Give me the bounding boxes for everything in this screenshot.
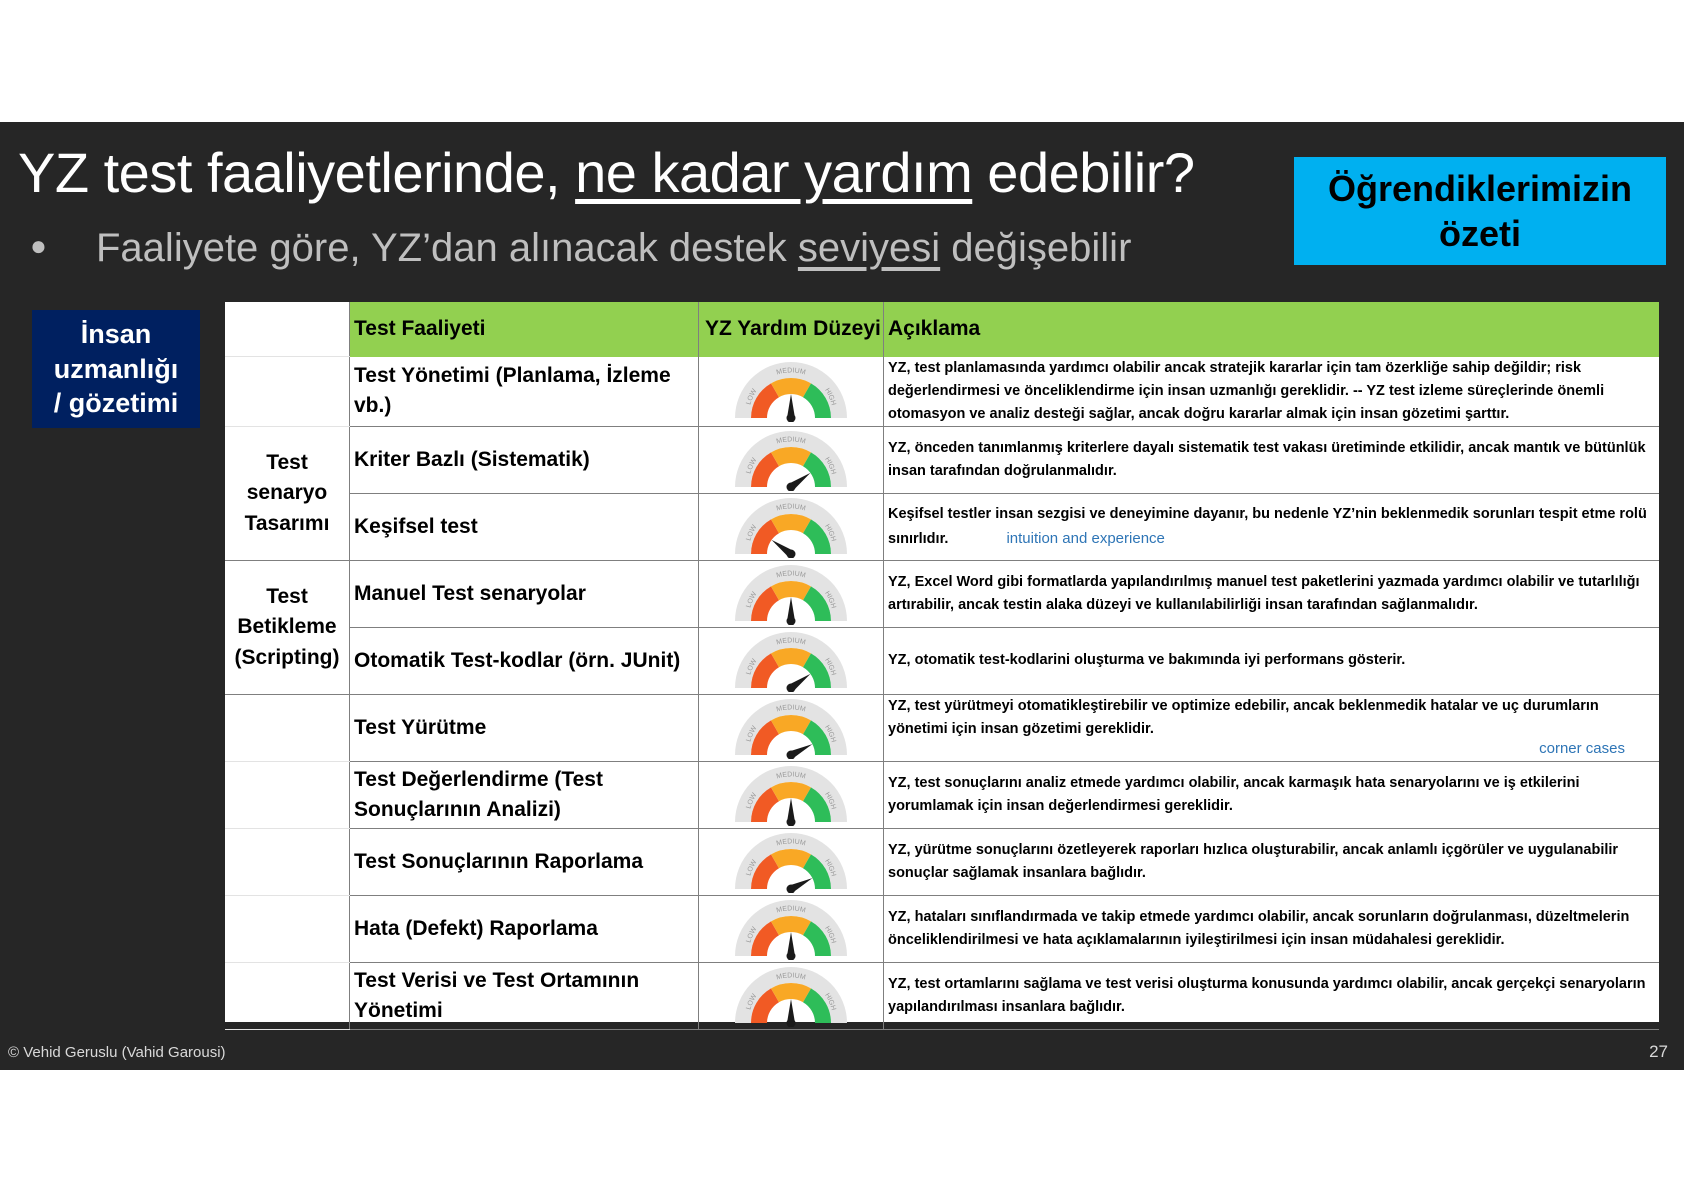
slide-subtitle: ● Faaliyete göre, YZ’dan alınacak destek seviyesi değişebilir xyxy=(30,226,1132,270)
level-cell xyxy=(699,628,884,695)
gauge-label-high: HIGH xyxy=(823,387,837,407)
description-cell xyxy=(884,427,1660,494)
level-cell xyxy=(699,357,884,427)
gauge-label-low: LOW xyxy=(745,388,759,406)
group-cell-empty xyxy=(225,829,350,896)
activity-cell: Otomatik Test-kodlar (örn. JUnit) xyxy=(350,628,699,695)
gauge-label-high: HIGH xyxy=(823,657,837,677)
gauge-label-medium: MEDIUM xyxy=(775,972,807,982)
gauge-label-high: HIGH xyxy=(823,523,837,543)
gauge-label-medium: MEDIUM xyxy=(775,637,807,647)
gauge-label-high: HIGH xyxy=(823,992,837,1012)
description-cell xyxy=(884,494,1660,561)
header-activity: Test Faaliyeti xyxy=(350,302,699,357)
gauge-label-low: LOW xyxy=(745,590,759,609)
assistance-gauge xyxy=(731,831,851,893)
assistance-gauge xyxy=(731,496,851,558)
gauge-label-low: LOW xyxy=(745,523,759,542)
slide xyxy=(0,122,1684,1070)
level-cell xyxy=(699,896,884,963)
table-row xyxy=(225,628,1659,695)
gauge-label-medium: MEDIUM xyxy=(775,905,807,915)
group-cell-scripting: Test Betikleme (Scripting) xyxy=(225,561,350,695)
gauge-label-high: HIGH xyxy=(823,925,837,945)
gauge-label-medium: MEDIUM xyxy=(775,771,807,781)
activity-cell: Hata (Defekt) Raporlama xyxy=(350,896,699,963)
gauge-label-low: LOW xyxy=(745,456,759,475)
gauge-label-low: LOW xyxy=(745,792,759,810)
gauge-label-medium: MEDIUM xyxy=(775,436,807,446)
table-row xyxy=(225,561,1659,628)
gauge-label-high: HIGH xyxy=(823,724,837,744)
description-text: YZ, otomatik test-kodlarini oluşturma ve bakımında iyi performans gösterir. xyxy=(888,652,1406,669)
assistance-gauge xyxy=(731,563,851,625)
description-text: YZ, test sonuçlarını analiz etmede yardımcı olabilir, ancak karmaşık hata senaryolarını ve iş etkilerini yorumlamak için insan değerlendirmesi gereklidir. xyxy=(888,775,1580,815)
handwritten-note: intuition and experience xyxy=(1006,529,1165,547)
assistance-gauge xyxy=(731,360,851,422)
description-cell xyxy=(884,561,1660,628)
group-cell-empty xyxy=(225,695,350,762)
table-row xyxy=(225,896,1659,963)
assistance-gauge xyxy=(731,965,851,1027)
gauge-label-medium: MEDIUM xyxy=(775,367,807,377)
assistance-gauge xyxy=(731,898,851,960)
gauge-label-high: HIGH xyxy=(823,791,837,811)
group-cell-empty xyxy=(225,963,350,1030)
group-cell-empty xyxy=(225,896,350,963)
table-row xyxy=(225,494,1659,561)
description-cell xyxy=(884,829,1660,896)
gauge-label-medium: MEDIUM xyxy=(775,704,807,714)
level-cell xyxy=(699,427,884,494)
description-text: YZ, hataları sınıflandırmada ve takip etmede yardımcı olabilir, ancak sorunların doğrulanması, düzeltmelerin önceliklendirilmesi ve hata açıklamalarının iyileştirilmesi için insan müdahalesi gereklidir. xyxy=(888,909,1630,949)
description-cell xyxy=(884,963,1660,1030)
page-number: 27 xyxy=(1649,1042,1668,1061)
description-text: YZ, test planlamasında yardımcı olabilir ancak stratejik kararlar için tam özerkliğe sahip değildir; risk değerlendirmesi ve önceliklendirme için insan uzmanlığı gereklidir. -- YZ test izleme süreçlerinde önemli otomasyon ve analiz desteği sağlar, ancak doğru kararlar almak için insan gözetimi şarttır. xyxy=(888,359,1605,422)
gauge-label-low: LOW xyxy=(745,859,759,877)
description-cell xyxy=(884,695,1660,762)
slide-title: YZ test faaliyetlerinde, ne kadar yardım edebilir? xyxy=(18,141,1195,204)
group-cell-empty xyxy=(225,762,350,829)
activity-cell: Test Yönetimi (Planlama, İzleme vb.) xyxy=(350,357,699,427)
description-text: YZ, yürütme sonuçlarını özetleyerek raporları hızlıca oluşturabilir, ancak anlamlı içgörüler ve uygulanabilir sonuçlar sağlamak insanlara bağlıdır. xyxy=(888,842,1619,882)
gauge-label-medium: MEDIUM xyxy=(775,570,807,580)
gauge-label-low: LOW xyxy=(745,657,759,676)
description-text: YZ, Excel Word gibi formatlarda yapılandırılmış manuel test paketlerini yazmada yardımcı olabilir ve tutarlılığı artırabilir, ancak testin alaka düzeyi ve kullanılabilirliği insan tarafından sağlanmalıdır. xyxy=(888,573,1640,614)
level-cell xyxy=(699,762,884,829)
handwritten-note: corner cases xyxy=(1539,740,1625,758)
table-row xyxy=(225,695,1659,762)
table-row xyxy=(225,963,1659,1030)
header-level: YZ Yardım Düzeyi xyxy=(699,302,884,357)
footer-author: © Vehid Geruslu (Vahid Garousi) xyxy=(8,1044,226,1061)
description-text: YZ, önceden tanımlanmış kriterlere dayalı sistematik test vakası üretiminde etkilidir, ancak mantık ve bütünlük insan tarafından doğrulanmalıdır. xyxy=(888,439,1646,480)
activity-cell: Test Değerlendirme (Test Sonuçlarının Analizi) xyxy=(350,762,699,829)
gauge-label-low: LOW xyxy=(745,725,759,743)
assistance-gauge xyxy=(731,764,851,826)
level-cell xyxy=(699,494,884,561)
description-cell xyxy=(884,762,1660,829)
group-cell-design: Test senaryo Tasarımı xyxy=(225,427,350,561)
header-description: Açıklama xyxy=(884,302,1660,357)
gauge-label-low: LOW xyxy=(745,926,759,944)
description-cell xyxy=(884,896,1660,963)
summary-box: Öğrendiklerimizin özeti xyxy=(1294,157,1666,265)
description-cell xyxy=(884,357,1660,427)
level-cell xyxy=(699,561,884,628)
table-header-row xyxy=(225,302,1659,357)
human-expertise-box: İnsan uzmanlığı / gözetimi xyxy=(32,310,200,428)
gauge-label-high: HIGH xyxy=(823,858,837,878)
ai-assistance-table xyxy=(225,302,1659,1022)
description-cell xyxy=(884,628,1660,695)
header-group-cell xyxy=(225,302,350,357)
activity-cell: Kriter Bazlı (Sistematik) xyxy=(350,427,699,494)
activity-cell: Manuel Test senaryolar xyxy=(350,561,699,628)
gauge-label-high: HIGH xyxy=(823,590,837,610)
description-text: YZ, test yürütmeyi otomatikleştirebilir ve optimize edebilir, ancak beklenmedik hatalar ve uç durumların yönetimi için insan gözetimi gereklidir. xyxy=(888,698,1599,738)
description-text: Keşifsel testler insan sezgisi ve deneyimine dayanır, bu nedenle YZ’nin beklenmedik sorunları tespit etme rolü sınırlıdır. xyxy=(888,506,1647,547)
assistance-gauge xyxy=(731,429,851,491)
activity-cell: Keşifsel test xyxy=(350,494,699,561)
level-cell xyxy=(699,829,884,896)
level-cell xyxy=(699,963,884,1030)
table-row xyxy=(225,357,1659,427)
activity-cell: Test Sonuçlarının Raporlama xyxy=(350,829,699,896)
description-text: YZ, test ortamlarını sağlama ve test verisi oluşturma konusunda yardımcı olabilir, ancak gerçekçi senaryoların yapılandırılması insanlara bağlıdır. xyxy=(888,976,1646,1016)
group-cell-empty xyxy=(225,357,350,427)
assistance-gauge xyxy=(731,697,851,759)
table-row xyxy=(225,762,1659,829)
gauge-label-medium: MEDIUM xyxy=(775,838,807,848)
gauge-label-high: HIGH xyxy=(823,456,837,476)
activity-cell: Test Verisi ve Test Ortamının Yönetimi xyxy=(350,963,699,1030)
assistance-gauge xyxy=(731,630,851,692)
gauge-label-medium: MEDIUM xyxy=(775,503,807,513)
activity-cell: Test Yürütme xyxy=(350,695,699,762)
level-cell xyxy=(699,695,884,762)
gauge-label-low: LOW xyxy=(745,993,759,1011)
bullet-icon: ● xyxy=(30,230,47,262)
table-row xyxy=(225,427,1659,494)
table-row xyxy=(225,829,1659,896)
